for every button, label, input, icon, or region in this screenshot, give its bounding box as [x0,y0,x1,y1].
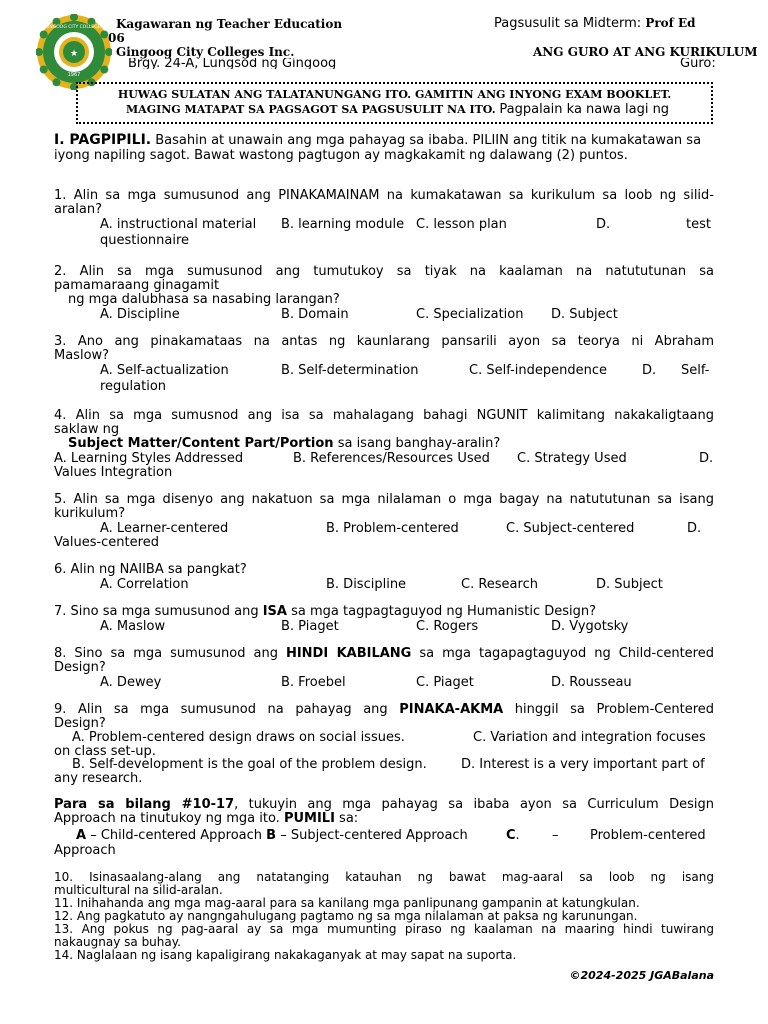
q4-option-b: B. References/Resources Used [293,451,490,466]
q4-option-d-text: Values Integration [54,465,173,480]
q6-stem: 6. Alin ng NAIIBA sa pangkat? [54,562,247,577]
q2-stem-line2: pamamaraang ginagamit [54,278,220,293]
section2-choice-c [506,828,520,843]
q3-option-d: D. [642,363,657,378]
section2-text: , tukuyin ang mga pahayag sa ibaba ayon sa Curriculum Design [234,797,714,812]
q1-option-a: A. instructional material [100,217,257,232]
choice-a-letter: A [76,828,87,843]
svg-text:GINGOOG CITY COLLEGES: GINGOOG CITY COLLEGES [44,25,104,30]
q7-option-d: D. Vygotsky [551,619,629,634]
item-13-line1: 13. Ang pokus ng pag-aaral ay sa mga mumunting piraso ng kaalaman na maaring hindi tuwirang [54,922,714,936]
q5-stem-line2: kurikulum? [54,506,126,521]
q2-option-a: A. Discipline [100,307,180,322]
q5-option-d-text: Values-centered [54,535,159,550]
choice-c-letter: C [506,828,516,843]
q6-option-d: D. Subject [596,577,663,592]
section2-line2-text: Approach na tinutukoy ng mga ito. [54,811,284,826]
q9-stem-line1 [54,703,714,718]
q2-option-c: C. Specialization [416,307,524,322]
q8-stem-line1 [54,647,714,662]
q9-stem-post: hinggil sa Problem-Centered [503,702,714,717]
section-title: I. PAGPIPILI. [54,132,152,148]
q7-stem-post: sa mga tagpagtaguyod ng Humanistic Design? [286,604,597,619]
q5-option-b: B. Problem-centered [326,521,459,536]
choice-a-text: – Child-centered Approach [86,828,267,843]
item-13-line2: nakaugnay sa buhay. [54,935,181,949]
q9-option-d: D. Interest is a very important part of [461,757,705,772]
copyright-footer: ©2024-2025 JGABalana [569,969,714,982]
q2-stem-line1: 2. Alin sa mga sumusunod ang tumutukoy sa tiyak na kaalaman na natututunan sa [54,264,714,279]
intro-paragraph [54,133,714,163]
exam-title: Pagsusulit sa Midterm: [494,16,642,31]
q8-stem-bold: HINDI KABILANG [285,646,412,661]
svg-text:1967: 1967 [67,72,81,78]
choice-c-cont: Approach [54,843,116,858]
q3-option-b: B. Self-determination [281,363,419,378]
q3-option-d-cont: regulation [100,379,167,394]
notice-line-1: HUWAG SULATAN ANG TALATANUNGANG ITO. GAMITIN ANG INYONG EXAM BOOKLET. [117,88,672,101]
exam-label [494,16,696,31]
department-name: Kagawaran ng Teacher Education [116,17,343,31]
item-12: 12. Ang pagkatuto ay nangngahulugang pagtamo ng sa mga nilalaman at paksa ng karunungan. [54,909,638,923]
q9-option-a: A. Problem-centered design draws on social issues. [72,730,405,745]
q9-stem-pre: 9. Alin sa mga sumusunod na pahayag ang [54,702,400,717]
notice-line-2-regular: Pagpalain ka nawa lagi ng [499,102,670,117]
q4-stem-rest: sa isang banghay-aralin? [333,436,501,451]
q7-option-b: B. Piaget [281,619,339,634]
q8-option-a: A. Dewey [100,675,162,690]
q3-option-a: A. Self-actualization [100,363,229,378]
choice-b-text: – Subject-centered Approach [276,828,468,843]
section2-choice-a-b [76,828,468,843]
section2-line2-end: sa: [334,811,359,826]
q3-option-d-text: Self- [681,363,710,378]
item-11: 11. Inihahanda ang mga mag-aaral para sa kanilang mga panlipunang gampanin at katungkulan. [54,896,640,910]
q1-option-b: B. learning module [281,217,405,232]
choice-c-dot: . [515,828,520,843]
notice-line-2 [126,102,669,117]
q9-stem-line2: Design? [54,716,106,731]
choice-b-letter: B [266,828,277,843]
q7-stem-bold: ISA [262,604,287,619]
svg-text:★: ★ [69,49,79,59]
item-10-line2: multicultural na silid-aralan. [54,883,223,897]
q5-stem-line1: 5. Alin sa mga disenyo ang nakatuon sa mga nilalaman o mga bagay na natututunan sa isang [54,492,714,507]
section2-range: Para sa bilang #10-17 [54,797,235,812]
q7-option-c: C. Rogers [416,619,479,634]
q3-option-c: C. Self-independence [469,363,607,378]
q2-option-d: D. Subject [551,307,618,322]
q7-option-a: A. Maslow [100,619,166,634]
q8-option-c: C. Piaget [416,675,474,690]
q2-stem-line3: ng mga dalubhasa sa nasabing larangan? [68,292,340,307]
section2-line2 [54,812,714,827]
q1-option-d: D. [596,217,611,232]
q6-option-a: A. Correlation [100,577,189,592]
q4-stem-line1: 4. Alin sa mga sumusnod ang isa sa mahalagang bahagi NGUNIT kalimitang nakakaligtaang [54,408,714,423]
q7-stem [54,605,714,620]
q5-option-a: A. Learner-centered [100,521,229,536]
intro-text: Basahin at unawain ang mga pahayag sa ibaba. PILIIN ang titik na kumakatawan sa iyong napiling sagot. Bawat wastong pagtugon ay magkakamit ng dalawang (2) puntos. [54,133,702,163]
q7-stem-pre: 7. Sino sa mga sumusunod ang [54,604,263,619]
q8-stem-line2: Design? [54,660,106,675]
q9-option-d-cont: any research. [54,771,143,786]
choice-c-dash: – [552,828,559,843]
choice-c-text: Problem-centered [590,828,706,843]
section2-choose: PUMILI [283,811,335,826]
school-seal-logo [36,14,112,90]
school-address: Brgy. 24-A, Lungsod ng Gingoog [128,58,337,69]
q9-option-b: B. Self-development is the goal of the problem design. [72,757,427,772]
q4-stem-bold: Subject Matter/Content Part/Portion [68,436,334,451]
q5-option-c: C. Subject-centered [506,521,635,536]
q9-option-c: C. Variation and integration focuses [473,730,706,745]
q4-option-c: C. Strategy Used [517,451,627,466]
q1-option-c: C. lesson plan [416,217,507,232]
q4-stem-line2: saklaw ng [54,422,120,437]
q1-option-d-text: test [686,217,711,232]
q2-option-b: B. Domain [281,307,349,322]
q8-option-b: B. Froebel [281,675,346,690]
subject-title: ANG GURO AT ANG KURIKULUM [533,45,758,59]
exam-course: Prof Ed [645,16,696,30]
q8-stem-post: sa mga tagapagtaguyod ng Child-centered [411,646,714,661]
q1-stem-line2: aralan? [54,202,102,217]
q9-option-c-cont: on class set-up. [54,744,156,759]
notice-line-2-bold: MAGING MATAPAT SA PAGSAGOT SA PAGSUSULIT NA ITO. [126,103,496,116]
q8-stem-pre: 8. Sino sa mga sumusunod ang [54,646,286,661]
q4-stem-line3 [68,437,728,452]
department-number: 06 [108,31,125,45]
q5-option-d: D. [687,521,702,536]
q1-option-d-cont: questionnaire [100,233,190,248]
q6-option-c: C. Research [461,577,538,592]
item-14: 14. Naglalaan ng isang kapaligirang nakakaganyak at may sapat na suporta. [54,948,517,962]
q6-option-b: B. Discipline [326,577,407,592]
q4-option-a: A. Learning Styles Addressed [54,451,244,466]
notice-box [76,82,713,124]
school-name: Gingoog City Colleges Inc. [116,45,295,59]
teacher-label: Guro: [680,58,716,69]
item-10-line1: 10. Isinasaalang-alang ang natatanging katauhan ng bawat mag-aaral sa loob ng isang [54,870,714,884]
q8-option-d: D. Rousseau [551,675,632,690]
q9-stem-bold: PINAKA-AKMA [399,702,504,717]
q1-stem-line1: 1. Alin sa mga sumusunod ang PINAKAMAINAM na kumakatawan sa kurikulum sa loob ng silid- [54,188,714,203]
q3-stem-line2: Maslow? [54,348,110,363]
q4-option-d: D. [699,451,714,466]
q3-stem-line1: 3. Ano ang pinakamataas na antas ng kaunlarang pansarili ayon sa teorya ni Abraham [54,334,714,349]
